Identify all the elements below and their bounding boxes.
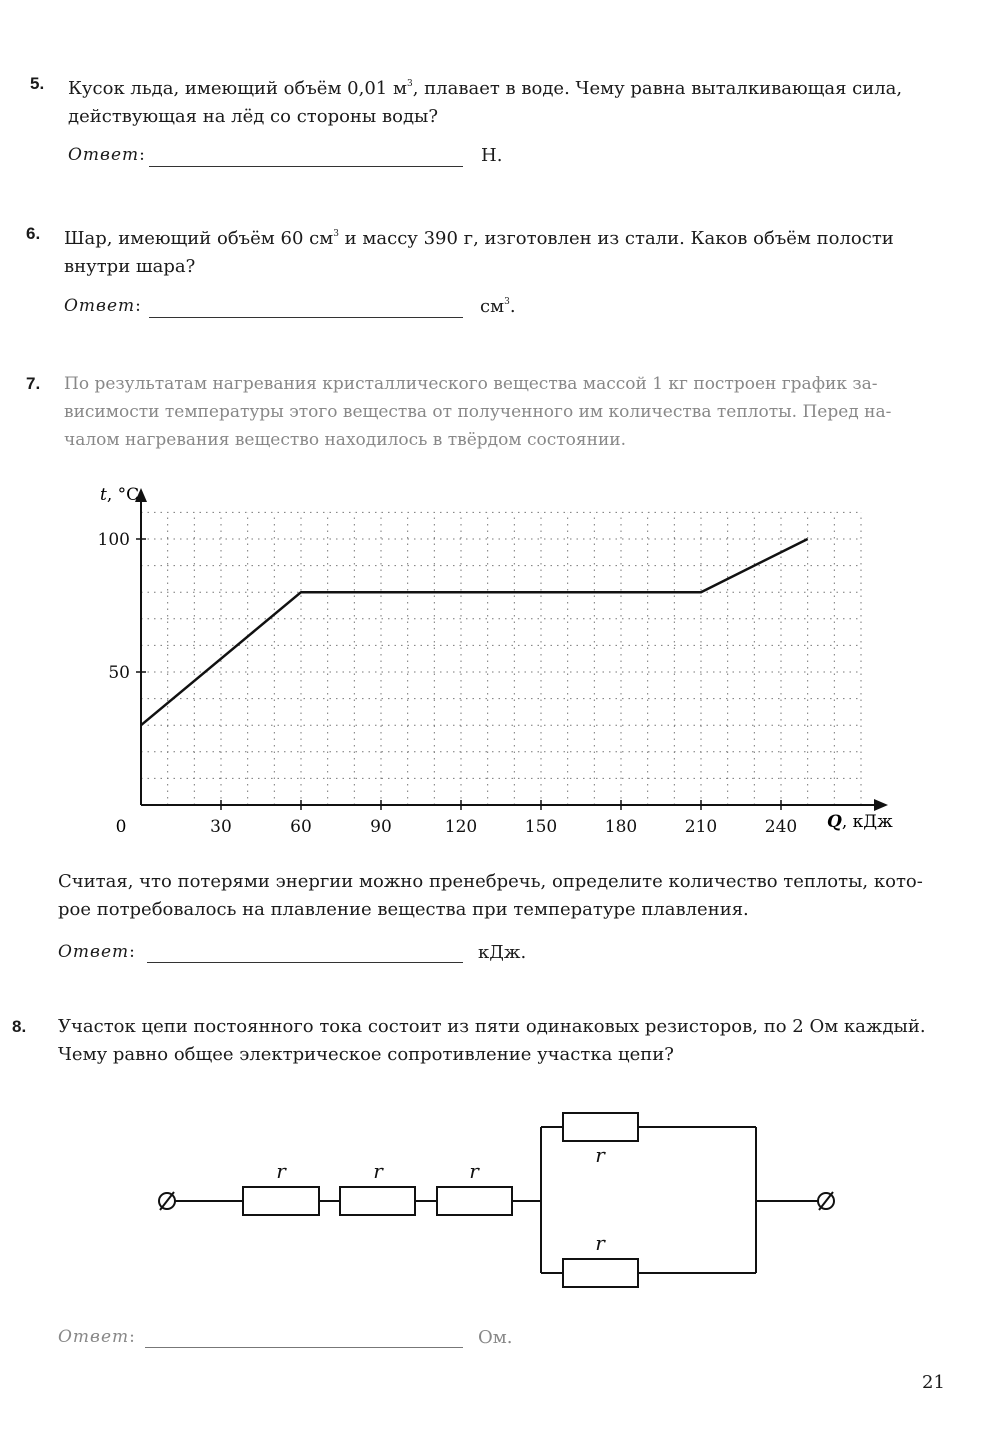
question-5-line-2: действующая на лёд со стороны воды? xyxy=(68,106,439,127)
temperature-heat-chart xyxy=(0,470,1000,850)
page-number: 21 xyxy=(922,1372,945,1393)
x-tick-label-120: 120 xyxy=(444,817,478,837)
y-axis-label: t, °C xyxy=(100,485,140,505)
x-tick-label-90: 90 xyxy=(370,817,392,837)
y-tick-label-50: 50 xyxy=(108,663,130,683)
question-6-text xyxy=(64,220,946,281)
question-6-line-2: внутри шара? xyxy=(64,256,196,277)
y-tick-label-100: 100 xyxy=(97,530,130,550)
origin-label: 0 xyxy=(115,817,127,837)
question-8-text xyxy=(58,1013,948,1069)
answer-label-7: Ответ: xyxy=(58,942,136,962)
resistor-3-label: r xyxy=(469,1159,479,1183)
chart-grid xyxy=(141,512,861,805)
question-7-line-3: чалом нагревания вещество находилось в твёрдом состоянии. xyxy=(64,430,627,450)
question-number-8: 8. xyxy=(12,1017,27,1036)
resistor-3 xyxy=(437,1187,512,1215)
question-7-prompt xyxy=(58,868,944,924)
answer-unit-8: Ом. xyxy=(478,1327,513,1348)
x-axis-arrow-icon xyxy=(874,799,888,811)
resistor-5 xyxy=(563,1259,638,1287)
resistor-5-label: r xyxy=(595,1231,605,1255)
question-number-6: 6. xyxy=(26,224,41,243)
answer-field-6[interactable] xyxy=(149,317,463,318)
question-5-line-1: Кусок льда, имеющий объём 0,01 $м^3$, плавает в воде. Чему равна выталкивающая сила, xyxy=(68,78,903,99)
resistor-4 xyxy=(563,1113,638,1141)
x-tick-label-180: 180 xyxy=(604,817,638,837)
question-number-7: 7. xyxy=(26,374,41,393)
question-7-line-1: По результатам нагревания кристаллического вещества массой 1 кг построен график за- xyxy=(64,374,878,394)
question-8-line-1: Участок цепи постоянного тока состоит из пяти одинаковых резисторов, по 2 Ом каждый. xyxy=(58,1016,926,1037)
resistor-2 xyxy=(340,1187,415,1215)
question-7-text xyxy=(64,370,944,454)
answer-field-8[interactable] xyxy=(145,1347,463,1348)
answer-unit-7: кДж. xyxy=(478,942,527,963)
question-5-text xyxy=(68,70,946,131)
resistor-4-label: r xyxy=(595,1143,605,1167)
question-7-prompt-line-1: Считая, что потерями энергии можно пренебречь, определите количество теплоты, кото- xyxy=(58,871,923,892)
chart-ticks xyxy=(98,530,798,837)
x-tick-label-210: 210 xyxy=(684,817,718,837)
answer-unit-6: $см^3$. xyxy=(480,296,516,317)
answer-field-7[interactable] xyxy=(147,962,463,963)
resistor-2-label: r xyxy=(373,1159,383,1183)
answer-label-6: Ответ: xyxy=(64,296,142,316)
question-8-line-2: Чему равно общее электрическое сопротивление участка цепи? xyxy=(58,1044,674,1065)
x-tick-label-30: 30 xyxy=(210,817,232,837)
chart-axes xyxy=(135,488,888,811)
x-axis-label: Q, кДж xyxy=(827,812,893,832)
series-line-t-of-Q xyxy=(141,539,808,725)
answer-field-5[interactable] xyxy=(149,166,463,167)
answer-label-5: Ответ: xyxy=(68,145,146,165)
answer-unit-5: Н. xyxy=(481,145,503,166)
resistor-1 xyxy=(243,1187,319,1215)
x-tick-label-60: 60 xyxy=(290,817,312,837)
x-tick-label-150: 150 xyxy=(524,817,558,837)
question-number-5: 5. xyxy=(30,74,45,93)
answer-label-8: Ответ: xyxy=(58,1327,136,1347)
resistor-1-label: r xyxy=(276,1159,286,1183)
circuit-diagram xyxy=(0,1100,1000,1290)
question-7-prompt-line-2: рое потребовалось на плавление вещества при температуре плавления. xyxy=(58,899,749,920)
x-tick-label-240: 240 xyxy=(764,817,798,837)
question-6-line-1: Шар, имеющий объём 60 $см^3$ и массу 390 г, изготовлен из стали. Каков объём полости xyxy=(64,228,894,249)
question-7-line-2: висимости температуры этого вещества от полученного им количества теплоты. Перед на- xyxy=(64,402,892,422)
